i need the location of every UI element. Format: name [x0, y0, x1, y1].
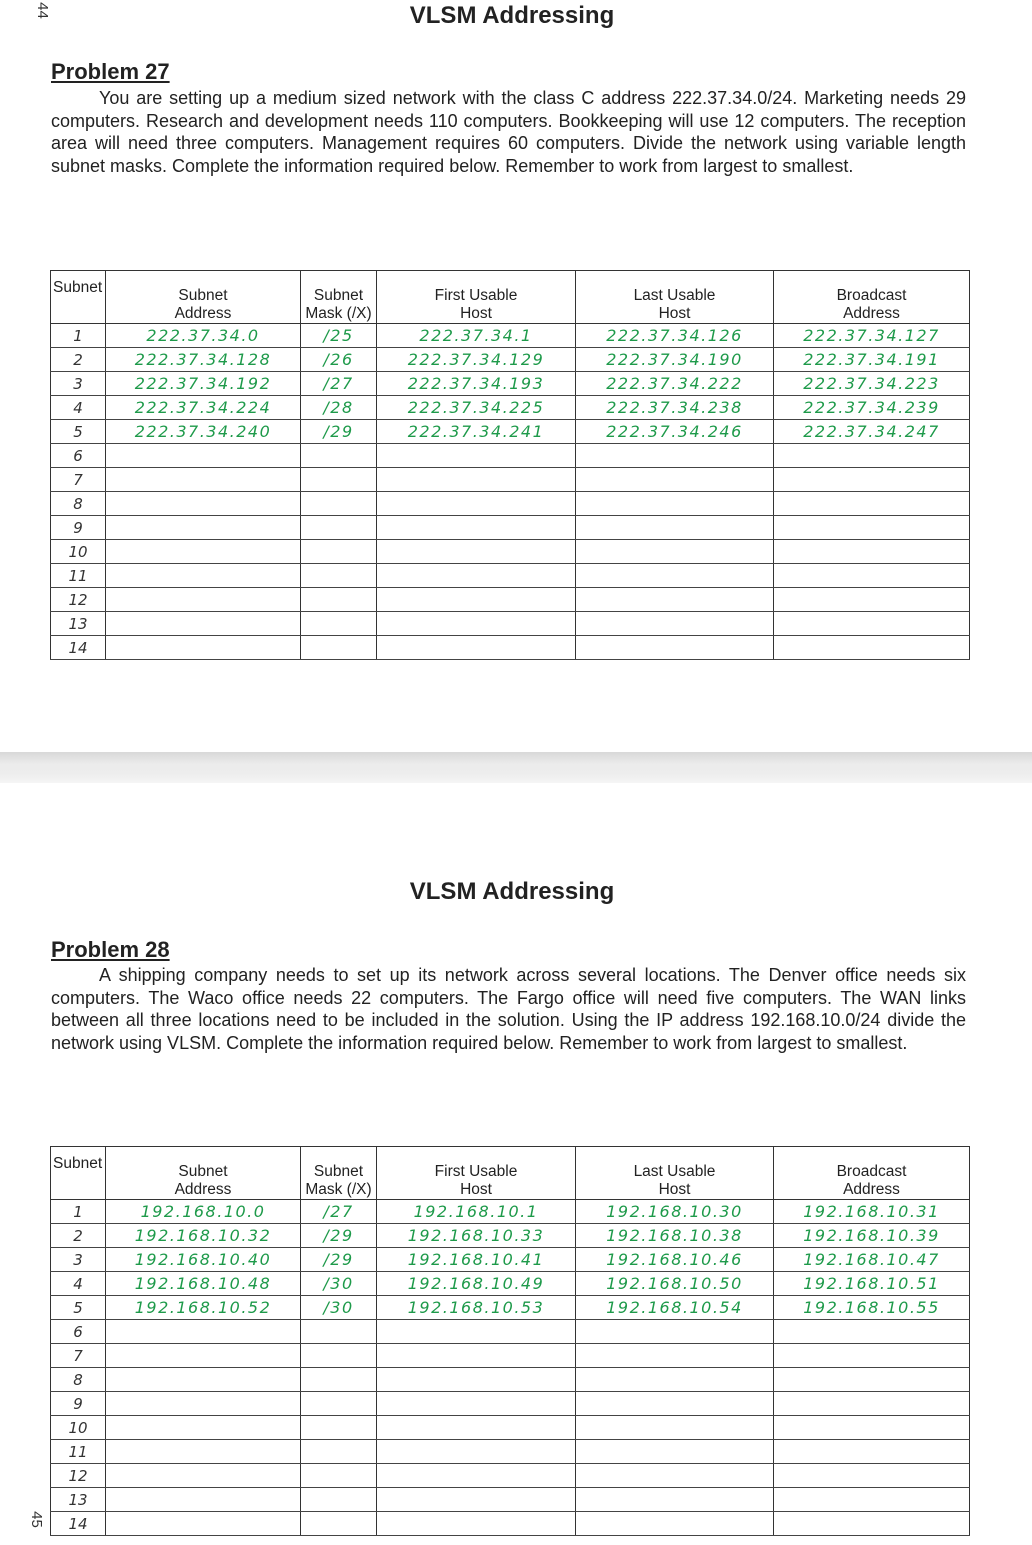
broadcast-address-cell: 222.37.34.247	[774, 420, 970, 444]
table-row	[51, 1488, 970, 1512]
header-line: Host	[460, 305, 492, 322]
last-usable-host-cell	[576, 1344, 774, 1368]
first-usable-host-cell: 222.37.34.225	[377, 396, 576, 420]
subnet-number-cell: 13	[51, 612, 106, 636]
subnet-number-cell: 1	[51, 324, 106, 348]
subnet-address-cell: 192.168.10.40	[106, 1248, 301, 1272]
subnet-number-cell: 4	[51, 1272, 106, 1296]
problem-label: Problem 27	[51, 59, 170, 84]
subnet-address-cell	[106, 1368, 301, 1392]
first-usable-host-cell: 192.168.10.49	[377, 1272, 576, 1296]
last-usable-host-header	[576, 271, 774, 324]
first-usable-host-cell	[377, 636, 576, 660]
broadcast-address-cell	[774, 492, 970, 516]
broadcast-address-cell	[774, 1368, 970, 1392]
broadcast-address-cell: 192.168.10.55	[774, 1296, 970, 1320]
broadcast-address-cell	[774, 1416, 970, 1440]
subnet-mask-cell	[301, 1488, 377, 1512]
subnet-address-cell	[106, 612, 301, 636]
broadcast-address-cell	[774, 444, 970, 468]
header-line: First Usable	[434, 1163, 518, 1180]
broadcast-address-cell	[774, 588, 970, 612]
header-line: Mask (/X)	[305, 305, 372, 322]
page-title: VLSM Addressing	[409, 2, 615, 29]
broadcast-address-cell	[774, 1344, 970, 1368]
subnet-number-cell: 13	[51, 1488, 106, 1512]
broadcast-address-header	[774, 271, 970, 324]
last-usable-host-cell: 192.168.10.46	[576, 1248, 774, 1272]
subnet-number-cell: 8	[51, 492, 106, 516]
first-usable-host-cell	[377, 612, 576, 636]
subnet-address-cell	[106, 1464, 301, 1488]
subnet-mask-cell	[301, 1392, 377, 1416]
subnet-mask-cell: /30	[301, 1272, 377, 1296]
broadcast-address-cell: 192.168.10.31	[774, 1200, 970, 1224]
broadcast-address-cell	[774, 636, 970, 660]
first-usable-host-cell: 222.37.34.129	[377, 348, 576, 372]
subnet-mask-cell	[301, 564, 377, 588]
last-usable-host-cell	[576, 444, 774, 468]
subnet-mask-cell	[301, 636, 377, 660]
first-usable-host-header	[377, 1147, 576, 1200]
subnet-mask-cell	[301, 492, 377, 516]
last-usable-host-cell: 222.37.34.246	[576, 420, 774, 444]
broadcast-address-cell: 222.37.34.191	[774, 348, 970, 372]
subnet-address-cell	[106, 468, 301, 492]
page-45	[0, 783, 1032, 1545]
page-title: VLSM Addressing	[409, 878, 615, 905]
subnet-mask-header	[301, 271, 377, 324]
subnet-mask-cell	[301, 1344, 377, 1368]
header-line: Host	[460, 1181, 492, 1198]
subnet-mask-cell	[301, 1416, 377, 1440]
header-line: Address	[174, 305, 232, 322]
first-usable-host-cell	[377, 1392, 576, 1416]
subnet-mask-cell	[301, 444, 377, 468]
subnet-mask-cell	[301, 468, 377, 492]
vlsm-table	[50, 270, 970, 660]
header-line: Subnet	[313, 287, 364, 304]
subnet-mask-cell: /29	[301, 1248, 377, 1272]
broadcast-address-cell: 222.37.34.223	[774, 372, 970, 396]
problem-text: You are setting up a medium sized network with the class C address 222.37.34.0/24. Marketing needs 29 computers. Research and development needs 110 computers. Bookkeeping will use 12 computers. The reception area will need three computers. Management requires 60 computers. Divide the network using variable length subnet masks. Complete the information required below. Remember to work from largest to smallest.	[51, 88, 966, 176]
first-usable-host-cell	[377, 1512, 576, 1536]
last-usable-host-header	[576, 1147, 774, 1200]
subnet-mask-cell	[301, 1320, 377, 1344]
page-number: 44	[33, 2, 51, 19]
page-44	[0, 0, 1032, 752]
header-line: First Usable	[434, 287, 518, 304]
first-usable-host-cell	[377, 1344, 576, 1368]
subnet-address-cell	[106, 492, 301, 516]
subnet-number-cell: 11	[51, 564, 106, 588]
table-row	[51, 1368, 970, 1392]
subnet-number-cell: 2	[51, 348, 106, 372]
subnet-mask-cell: /29	[301, 1224, 377, 1248]
subnet-mask-cell	[301, 588, 377, 612]
table-row	[51, 348, 970, 372]
subnet-address-cell	[106, 1440, 301, 1464]
subnet-address-cell: 222.37.34.0	[106, 324, 301, 348]
first-usable-host-cell	[377, 1416, 576, 1440]
subnet-number-cell: 12	[51, 1464, 106, 1488]
first-usable-host-cell	[377, 1464, 576, 1488]
header-line: Mask (/X)	[305, 1181, 372, 1198]
broadcast-address-cell	[774, 612, 970, 636]
subnet-number-cell: 2	[51, 1224, 106, 1248]
subnet-number-cell: 12	[51, 588, 106, 612]
subnet-number-cell: 4	[51, 396, 106, 420]
last-usable-host-cell	[576, 1512, 774, 1536]
header-line: Broadcast	[836, 287, 907, 304]
table-row	[51, 1200, 970, 1224]
subnet-address-header	[106, 1147, 301, 1200]
subnet-address-cell	[106, 1392, 301, 1416]
subnet-address-cell	[106, 516, 301, 540]
last-usable-host-cell	[576, 612, 774, 636]
subnet-header	[51, 1147, 106, 1200]
subnet-mask-cell: /28	[301, 396, 377, 420]
subnet-mask-cell: /25	[301, 324, 377, 348]
first-usable-host-cell: 222.37.34.1	[377, 324, 576, 348]
subnet-mask-cell: /27	[301, 1200, 377, 1224]
last-usable-host-cell: 192.168.10.30	[576, 1200, 774, 1224]
subnet-address-header	[106, 271, 301, 324]
table-row	[51, 372, 970, 396]
broadcast-address-cell	[774, 1320, 970, 1344]
table-row	[51, 1464, 970, 1488]
subnet-number-cell: 3	[51, 372, 106, 396]
first-usable-host-cell	[377, 1368, 576, 1392]
subnet-number-cell: 10	[51, 1416, 106, 1440]
table-row	[51, 420, 970, 444]
table-row	[51, 588, 970, 612]
header-line: Last Usable	[633, 287, 716, 304]
first-usable-host-cell	[377, 540, 576, 564]
last-usable-host-cell	[576, 1440, 774, 1464]
first-usable-host-cell	[377, 444, 576, 468]
table-row	[51, 1272, 970, 1296]
last-usable-host-cell: 222.37.34.190	[576, 348, 774, 372]
page-number: 45	[27, 1511, 45, 1528]
broadcast-address-cell: 222.37.34.239	[774, 396, 970, 420]
subnet-address-cell	[106, 636, 301, 660]
subnet-address-cell	[106, 444, 301, 468]
problem-text: A shipping company needs to set up its network across several locations. The Denver office needs six computers. The Waco office needs 22 computers. The Fargo office will need five computers. The WAN links between all three locations need to be included in the solution. Using the IP address 192.168.10.0/24 divide the network using VLSM. Complete the information required below. Remember to work from largest to smallest.	[51, 965, 966, 1053]
table-row	[51, 564, 970, 588]
table-row	[51, 1416, 970, 1440]
header-line: Address	[843, 1181, 900, 1198]
subnet-address-cell: 222.37.34.224	[106, 396, 301, 420]
table-row	[51, 1224, 970, 1248]
first-usable-host-cell: 192.168.10.53	[377, 1296, 576, 1320]
last-usable-host-cell	[576, 1368, 774, 1392]
broadcast-address-cell	[774, 564, 970, 588]
subnet-number-cell: 8	[51, 1368, 106, 1392]
subnet-number-cell: 11	[51, 1440, 106, 1464]
last-usable-host-cell: 192.168.10.50	[576, 1272, 774, 1296]
subnet-address-cell: 222.37.34.128	[106, 348, 301, 372]
subnet-address-cell: 222.37.34.240	[106, 420, 301, 444]
subnet-number-cell: 1	[51, 1200, 106, 1224]
broadcast-address-cell: 192.168.10.47	[774, 1248, 970, 1272]
last-usable-host-cell	[576, 516, 774, 540]
header-line: Subnet	[178, 287, 228, 304]
subnet-address-cell: 192.168.10.0	[106, 1200, 301, 1224]
header-line: Subnet	[53, 279, 103, 296]
header-line: Subnet	[53, 1155, 103, 1172]
first-usable-host-cell	[377, 468, 576, 492]
header-line: Address	[843, 305, 900, 322]
table-header-row	[51, 1147, 970, 1200]
subnet-number-cell: 9	[51, 516, 106, 540]
table-row	[51, 1440, 970, 1464]
broadcast-address-cell	[774, 468, 970, 492]
last-usable-host-cell	[576, 564, 774, 588]
table-row	[51, 1512, 970, 1536]
table-row	[51, 516, 970, 540]
vlsm-table	[50, 1146, 970, 1536]
last-usable-host-cell	[576, 1488, 774, 1512]
subnet-address-cell: 222.37.34.192	[106, 372, 301, 396]
subnet-address-cell	[106, 564, 301, 588]
page-divider	[0, 752, 1032, 783]
subnet-mask-cell: /27	[301, 372, 377, 396]
table-header-row	[51, 271, 970, 324]
broadcast-address-cell	[774, 540, 970, 564]
subnet-number-cell: 6	[51, 1320, 106, 1344]
last-usable-host-cell	[576, 636, 774, 660]
last-usable-host-cell	[576, 468, 774, 492]
broadcast-address-cell	[774, 1440, 970, 1464]
subnet-mask-cell	[301, 1512, 377, 1536]
subnet-mask-cell	[301, 540, 377, 564]
header-line: Host	[658, 1181, 691, 1198]
subnet-address-cell: 192.168.10.48	[106, 1272, 301, 1296]
first-usable-host-cell	[377, 564, 576, 588]
first-usable-host-cell: 222.37.34.193	[377, 372, 576, 396]
header-line: Address	[174, 1181, 232, 1198]
last-usable-host-cell	[576, 492, 774, 516]
subnet-number-cell: 14	[51, 636, 106, 660]
first-usable-host-cell: 192.168.10.41	[377, 1248, 576, 1272]
table-row	[51, 468, 970, 492]
subnet-address-cell: 192.168.10.32	[106, 1224, 301, 1248]
table-row	[51, 1392, 970, 1416]
table-row	[51, 612, 970, 636]
subnet-address-cell	[106, 540, 301, 564]
table-row	[51, 1296, 970, 1320]
subnet-mask-cell	[301, 1440, 377, 1464]
subnet-address-cell	[106, 1320, 301, 1344]
last-usable-host-cell	[576, 1392, 774, 1416]
first-usable-host-cell	[377, 1320, 576, 1344]
table-row	[51, 492, 970, 516]
subnet-address-cell	[106, 1488, 301, 1512]
first-usable-host-cell	[377, 588, 576, 612]
broadcast-address-cell	[774, 1512, 970, 1536]
table-row	[51, 636, 970, 660]
table-row	[51, 540, 970, 564]
subnet-address-cell	[106, 1416, 301, 1440]
subnet-number-cell: 10	[51, 540, 106, 564]
first-usable-host-cell: 192.168.10.1	[377, 1200, 576, 1224]
last-usable-host-cell: 222.37.34.126	[576, 324, 774, 348]
subnet-address-cell	[106, 1512, 301, 1536]
first-usable-host-cell	[377, 1488, 576, 1512]
header-line: Subnet	[313, 1163, 364, 1180]
broadcast-address-cell: 192.168.10.51	[774, 1272, 970, 1296]
problem-label: Problem 28	[51, 937, 170, 962]
last-usable-host-cell: 222.37.34.238	[576, 396, 774, 420]
table-row	[51, 1248, 970, 1272]
last-usable-host-cell	[576, 1320, 774, 1344]
first-usable-host-cell	[377, 492, 576, 516]
header-line: Subnet	[178, 1163, 228, 1180]
broadcast-address-cell: 192.168.10.39	[774, 1224, 970, 1248]
subnet-address-cell	[106, 588, 301, 612]
broadcast-address-cell: 222.37.34.127	[774, 324, 970, 348]
last-usable-host-cell: 222.37.34.222	[576, 372, 774, 396]
broadcast-address-cell	[774, 516, 970, 540]
broadcast-address-cell	[774, 1464, 970, 1488]
subnet-number-cell: 9	[51, 1392, 106, 1416]
subnet-mask-cell: /30	[301, 1296, 377, 1320]
subnet-mask-header	[301, 1147, 377, 1200]
last-usable-host-cell	[576, 588, 774, 612]
header-line: Last Usable	[633, 1163, 716, 1180]
first-usable-host-cell	[377, 1440, 576, 1464]
subnet-mask-cell: /26	[301, 348, 377, 372]
table-row	[51, 444, 970, 468]
subnet-number-cell: 7	[51, 468, 106, 492]
header-line: Host	[658, 305, 691, 322]
broadcast-address-cell	[774, 1488, 970, 1512]
header-line: Broadcast	[836, 1163, 907, 1180]
subnet-number-cell: 5	[51, 1296, 106, 1320]
last-usable-host-cell	[576, 540, 774, 564]
table-row	[51, 324, 970, 348]
first-usable-host-cell: 222.37.34.241	[377, 420, 576, 444]
last-usable-host-cell	[576, 1464, 774, 1488]
last-usable-host-cell: 192.168.10.38	[576, 1224, 774, 1248]
subnet-address-cell	[106, 1344, 301, 1368]
subnet-mask-cell	[301, 1464, 377, 1488]
broadcast-address-header	[774, 1147, 970, 1200]
subnet-number-cell: 14	[51, 1512, 106, 1536]
broadcast-address-cell	[774, 1392, 970, 1416]
subnet-header	[51, 271, 106, 324]
last-usable-host-cell: 192.168.10.54	[576, 1296, 774, 1320]
last-usable-host-cell	[576, 1416, 774, 1440]
subnet-mask-cell	[301, 1368, 377, 1392]
table-row	[51, 1320, 970, 1344]
subnet-number-cell: 6	[51, 444, 106, 468]
subnet-mask-cell	[301, 516, 377, 540]
subnet-mask-cell	[301, 612, 377, 636]
subnet-number-cell: 5	[51, 420, 106, 444]
first-usable-host-cell: 192.168.10.33	[377, 1224, 576, 1248]
first-usable-host-cell	[377, 516, 576, 540]
table-row	[51, 396, 970, 420]
subnet-address-cell: 192.168.10.52	[106, 1296, 301, 1320]
first-usable-host-header	[377, 271, 576, 324]
subnet-number-cell: 3	[51, 1248, 106, 1272]
subnet-mask-cell: /29	[301, 420, 377, 444]
subnet-number-cell: 7	[51, 1344, 106, 1368]
table-row	[51, 1344, 970, 1368]
